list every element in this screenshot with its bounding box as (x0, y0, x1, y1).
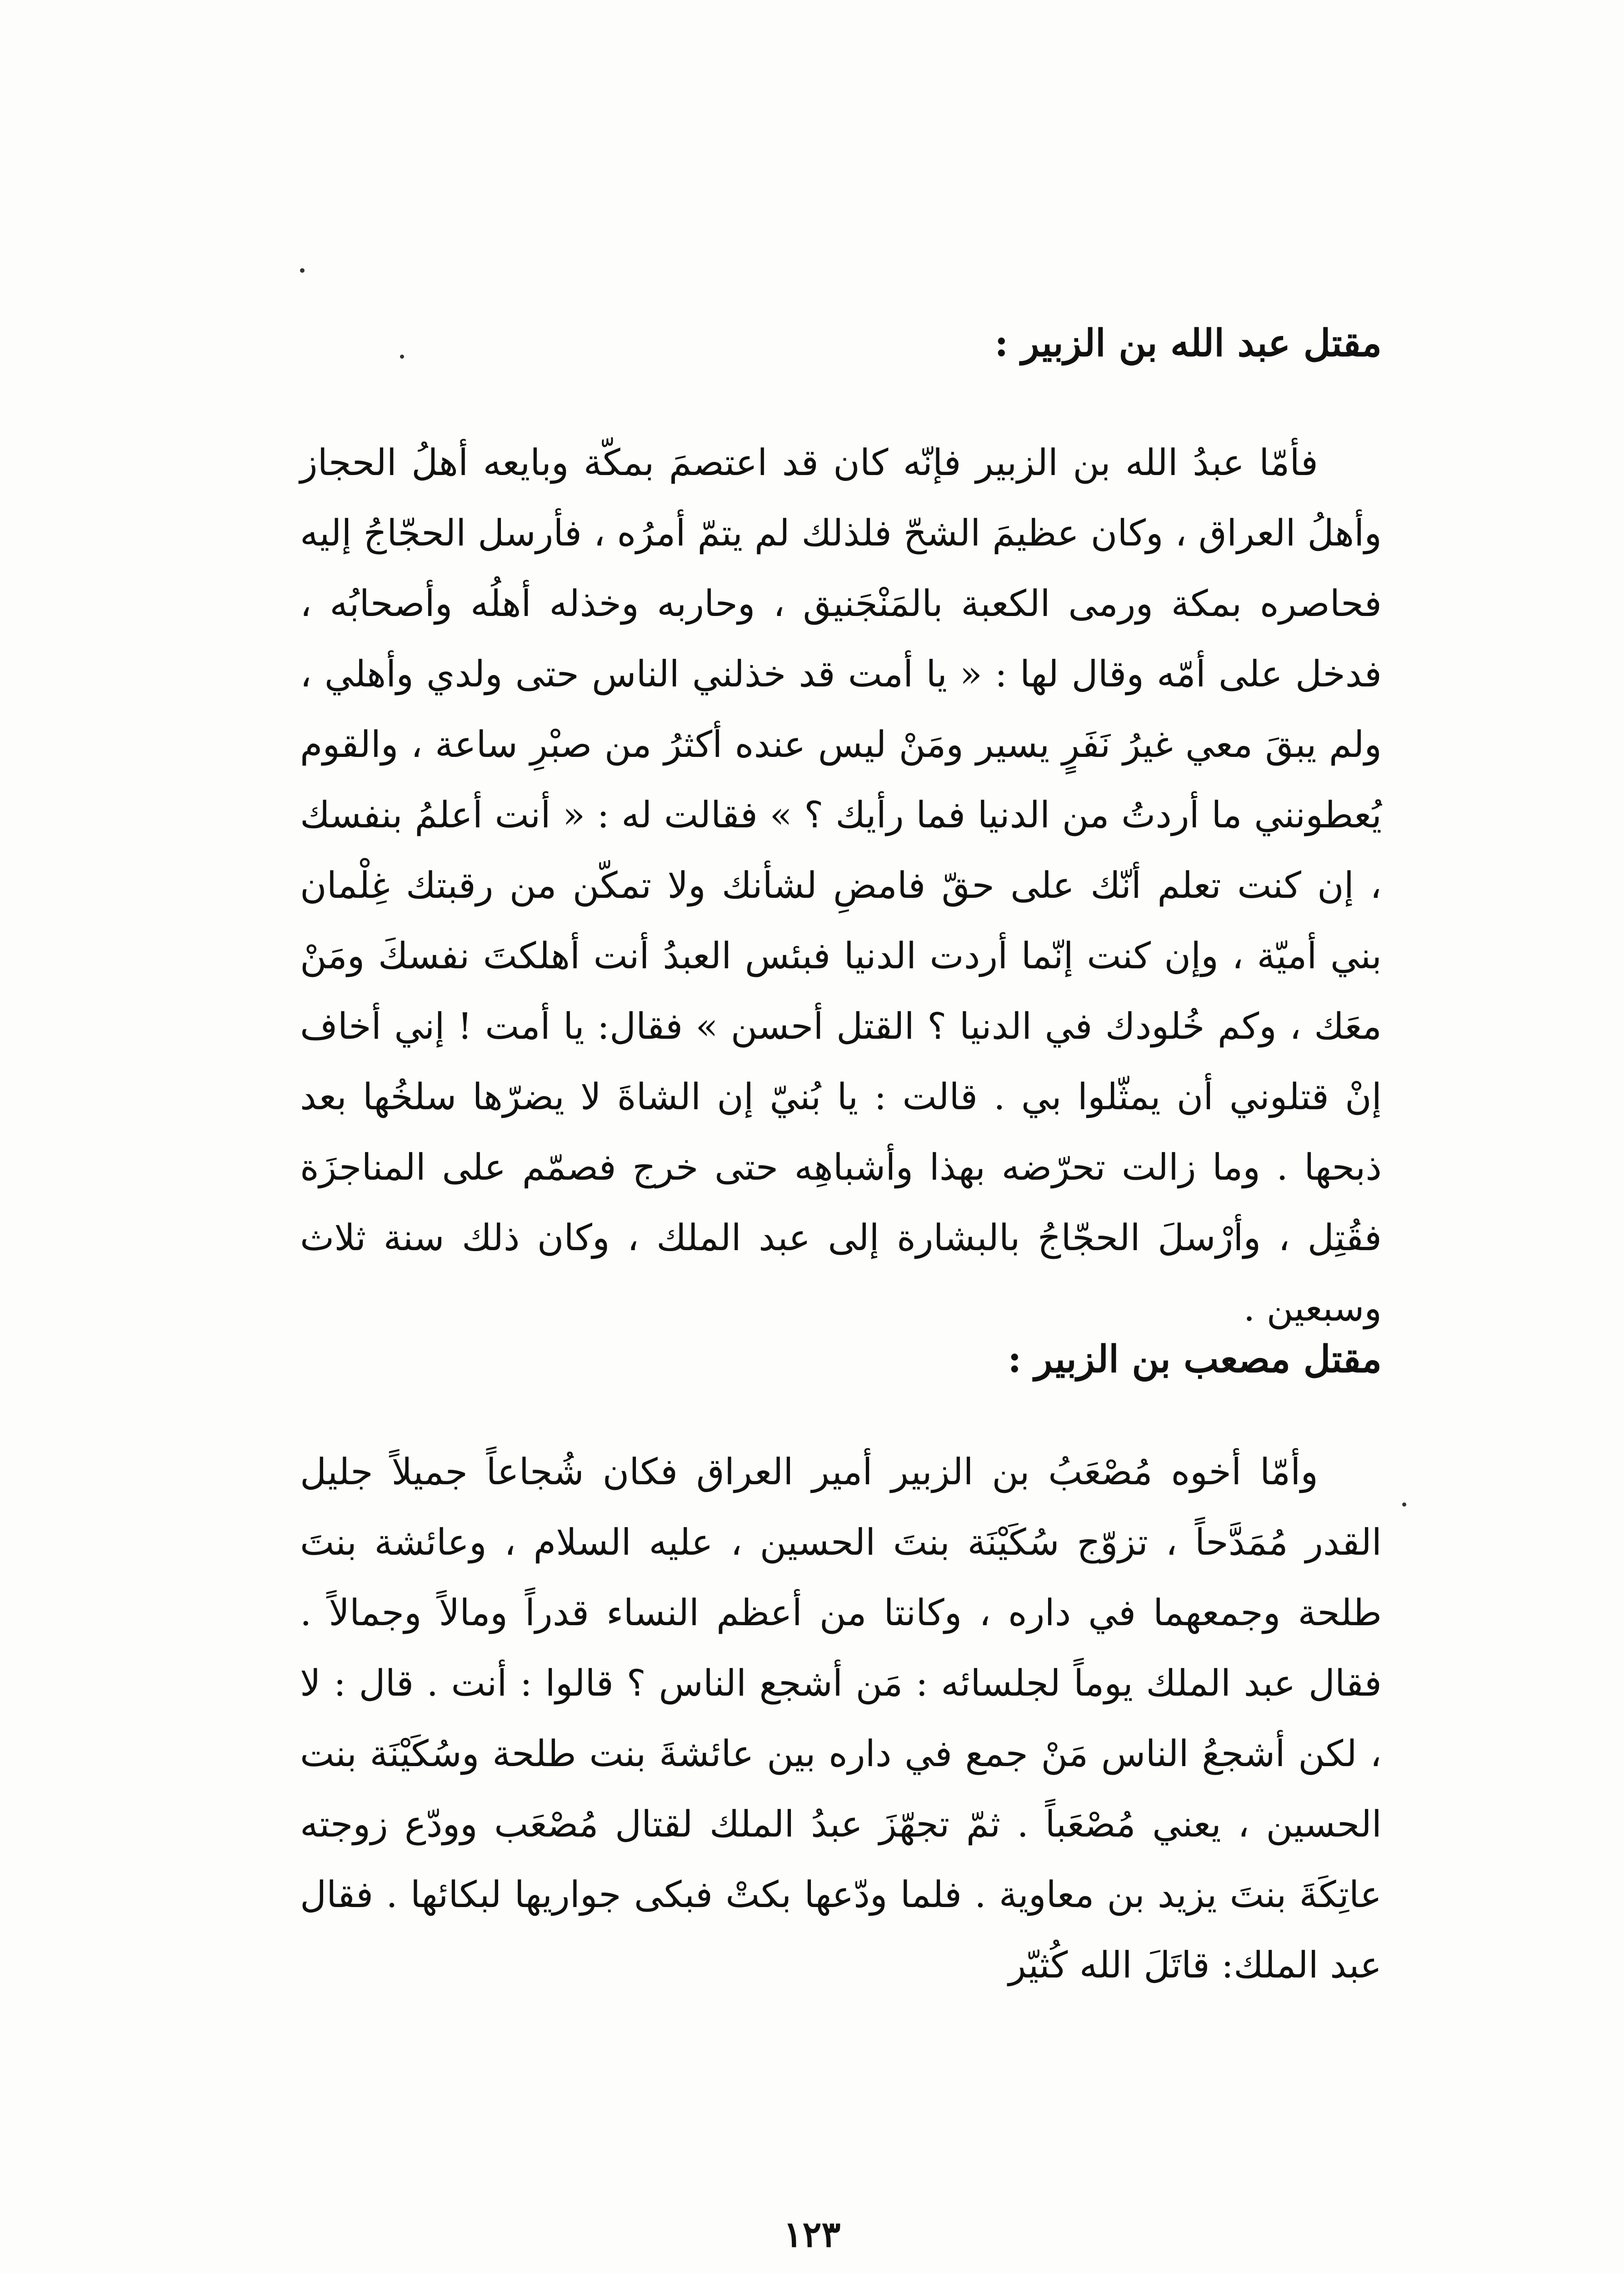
section-body-abdullah (300, 427, 1382, 1343)
paragraph-musab: وأمّا أخوه مُصْعَبُ بن الزبير أمير العراق فكان شُجاعاً جميلاً جليل القدر مُمَدَّحاً ، تزوّج سُكَيْنَة بنتَ الحسين ، عليه السلام ، وعائشة بنتَ طلحة وجمعهما في داره ، وكانتا من أعظم النساء قدراً ومالاً وجمالاً . فقال عبد الملك يوماً لجلسائه : مَن أشجع الناس ؟ قالوا : أنت . قال : لا ، لكن أشجعُ الناس مَنْ جمع في داره بين عائشةَ بنت طلحة وسُكَيْنَة بنت الحسين ، يعني مُصْعَباً . ثمّ تجهّزَ عبدُ الملك لقتال مُصْعَب وودّع زوجته عاتِكَةَ بنتَ يزيد بن معاوية . فلما ودّعها بكتْ فبكى جواريها لبكائها . فقال عبد الملك: قاتَلَ الله كُثيّر (300, 1451, 1382, 1986)
paragraph-abdullah: فأمّا عبدُ الله بن الزبير فإنّه كان قد اعتصمَ بمكّة وبايعه أهلُ الحجاز وأهلُ العراق ، وكان عظيمَ الشحّ فلذلك لم يتمّ أمرُه ، فأرسل الحجّاجُ إليه فحاصره بمكة ورمى الكعبة بالمَنْجَنيق ، وحاربه وخذله أهلُه وأصحابُه ، فدخل على أمّه وقال لها : « يا أمت قد خذلني الناس حتى ولدي وأهلي ، ولم يبقَ معي غيرُ نَفَرٍ يسير ومَنْ ليس عنده أكثرُ من صبْرِ ساعة ، والقوم يُعطونني ما أردتُ من الدنيا فما رأيك ؟ » فقالت له : « أنت أعلمُ بنفسك ، إن كنت تعلم أنّك على حقّ فامضِ لشأنك ولا تمكّن من رقبتك غِلْمان بني أميّة ، وإن كنت إنّما أردت الدنيا فبئس العبدُ أنت أهلكتَ نفسكَ ومَنْ معَك ، وكم خُلودك في الدنيا ؟ القتل أحسن » فقال: يا أمت ! إني أخاف إنْ قتلوني أن يمثّلوا بي . قالت : يا بُنيّ إن الشاةَ لا يضرّها سلخُها بعد ذبحها . وما زالت تحرّضه بهذا وأشباهِه حتى خرج فصمّم على المناجزَة فقُتِل ، وأرْسلَ الحجّاجُ بالبشارة إلى عبد الملك ، وكان ذلك سنة ثلاث وسبعين . (300, 441, 1382, 1329)
section-heading-musab: مقتل مصعب بن الزبير : (1008, 1337, 1382, 1381)
section-body-musab (300, 1437, 1382, 2000)
section-heading-abdullah: مقتل عبد الله بن الزبير : (994, 321, 1382, 365)
scan-speck (300, 268, 305, 273)
scan-speck (1402, 1502, 1406, 1507)
page-number: ١٢٣ (783, 2214, 841, 2255)
